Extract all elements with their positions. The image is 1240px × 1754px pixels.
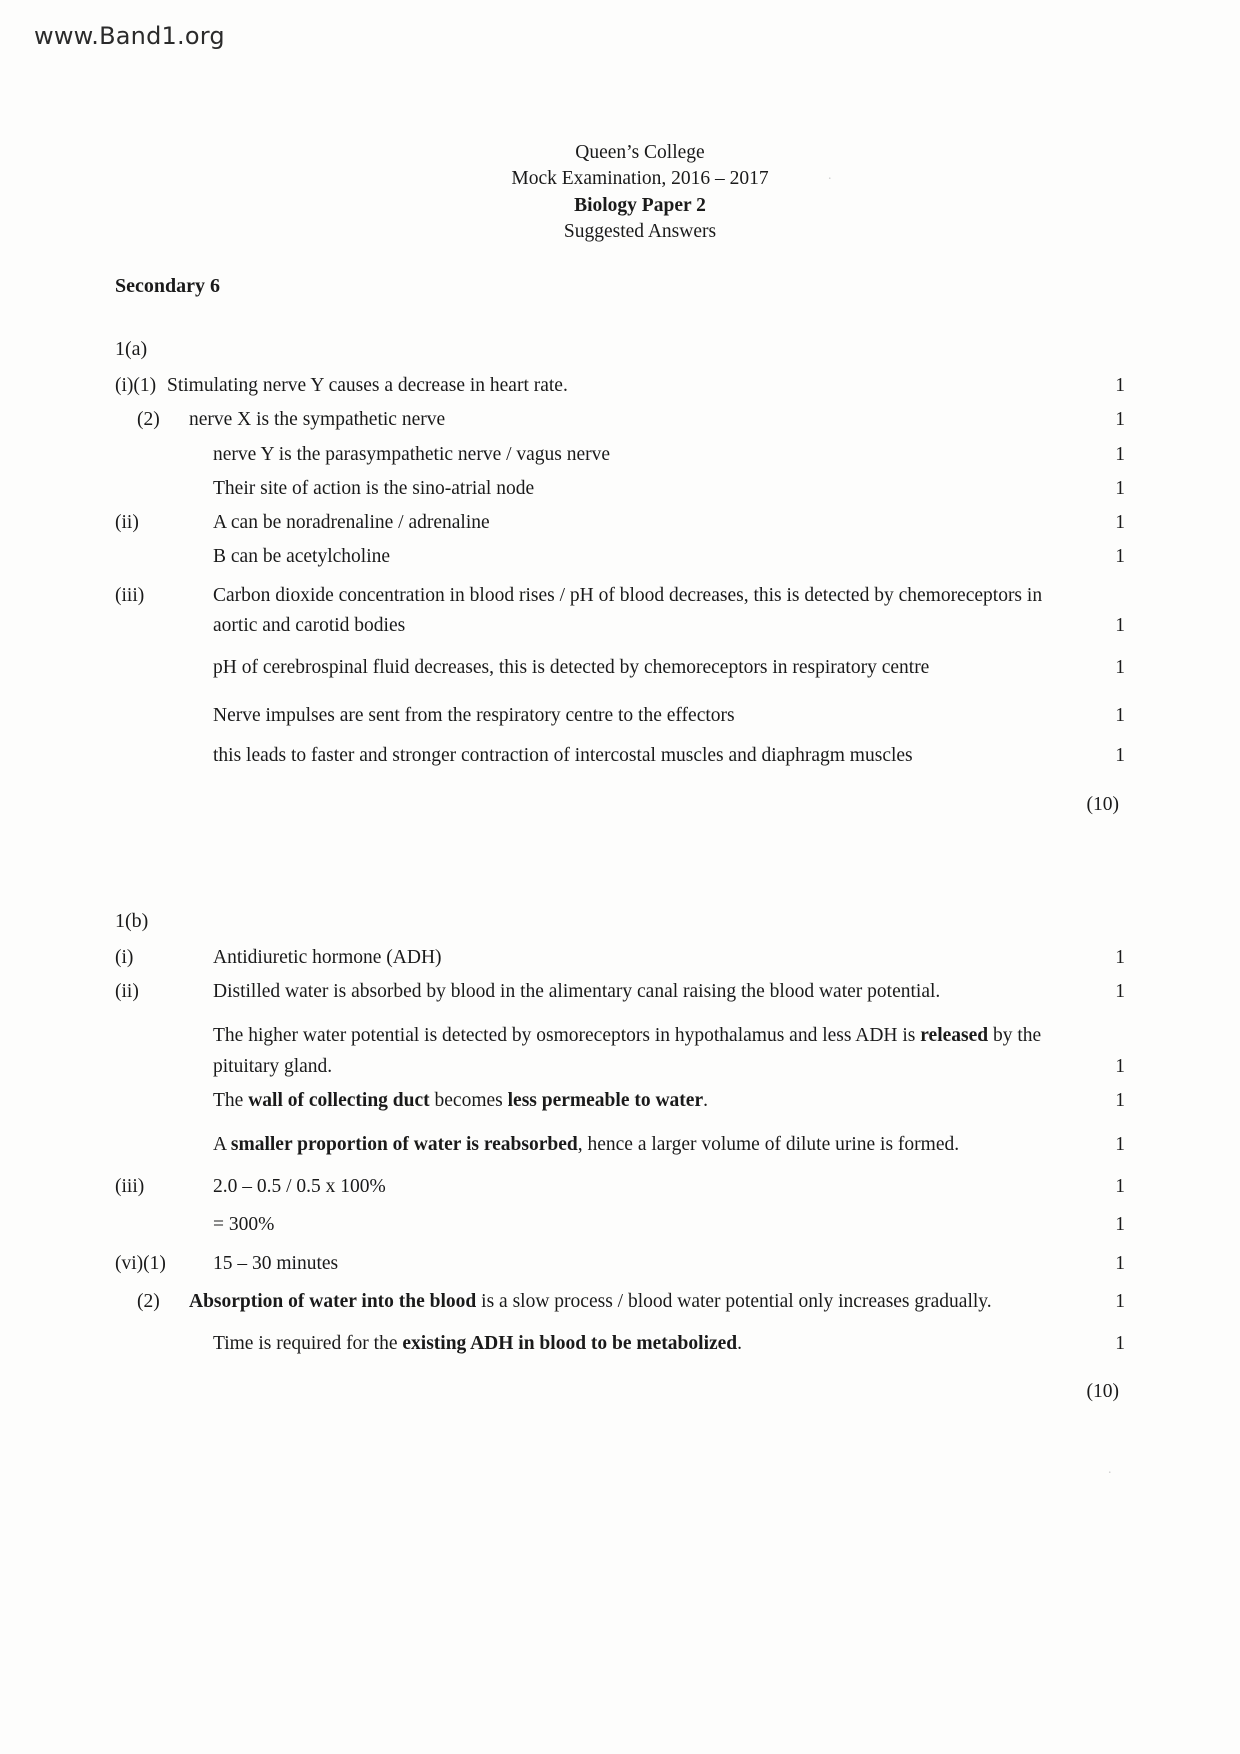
answer-row [115,741,1125,771]
section-1b [115,906,1125,1408]
scan-artifact: . [1108,1462,1112,1477]
answer-mark: 1 [1115,946,1125,968]
answer-text: The wall of collecting duct becomes less permeable to water. [213,1089,708,1111]
answer-mark: 1 [1115,657,1125,678]
answer-mark: 1 [1115,1055,1125,1077]
answer-text: nerve Y is the parasympathetic nerve / vagus nerve [213,443,611,465]
exam-name: Mock Examination, 2016 – 2017 [511,168,769,190]
answer-mark: 1 [1115,443,1125,465]
answer-text: Absorption of water into the blood is a slow process / blood water potential only increases gradually. [189,1290,992,1312]
answer-row [115,1329,1125,1359]
answer-text: Distilled water is absorbed by blood in the alimentary canal raising the blood water potential. [213,981,941,1003]
answer-row [115,1130,1125,1160]
answer-row [115,1210,1125,1240]
scan-artifact: . [828,168,832,183]
answer-text: this leads to faster and stronger contraction of intercostal muscles and diaphragm muscles [213,745,913,767]
answer-row [115,542,1125,572]
answer-mark: 1 [1115,1176,1125,1198]
answer-text: pH of cerebrospinal fluid decreases, this is detected by chemoreceptors in respiratory centre [213,657,930,678]
answer-mark: 1 [1115,375,1125,397]
section-label: 1(b) [115,909,149,932]
answer-row [115,1021,1125,1081]
answer-mark: 1 [1115,705,1125,727]
answer-text: Their site of action is the sino-atrial node [213,477,535,499]
answer-mark: 1 [1115,1333,1125,1355]
answer-mark: 1 [1115,1252,1125,1274]
answer-mark: 1 [1115,1133,1125,1155]
answer-label: (2) [137,1290,160,1312]
exam-header [155,140,1125,245]
section-1a [115,334,1125,820]
answer-row [115,653,1125,683]
answer-row [115,943,1125,973]
answer-row [115,405,1125,435]
answer-text: Antidiuretic hormone (ADH) [213,946,442,968]
answer-row [115,581,1125,641]
answer-label: (2) [137,409,160,431]
answer-mark: 1 [1115,1214,1125,1236]
answer-text: nerve X is the sympathetic nerve [189,409,446,431]
answer-row [115,1172,1125,1202]
answer-text: Carbon dioxide concentration in blood rises / pH of blood decreases, this is detected by chemoreceptors in aortic and carotid bodies [213,584,1043,636]
answer-label: (ii) [115,512,139,534]
answer-mark: 1 [1115,745,1125,767]
answer-row [115,701,1125,731]
answer-text: Time is required for the existing ADH in blood to be metabolized. [213,1333,743,1355]
answer-text: = 300% [213,1214,275,1236]
answer-text: Nerve impulses are sent from the respiratory centre to the effectors [213,705,735,727]
answer-mark: 1 [1115,1290,1125,1312]
answer-mark: 1 [1115,477,1125,499]
answer-mark: 1 [1115,409,1125,431]
answer-label: (i) [115,946,134,968]
section-subtotal: (10) [1086,793,1119,815]
answer-row [115,1287,1125,1317]
answers-subtitle: Suggested Answers [563,220,717,242]
answer-label: (vi)(1) [115,1252,166,1274]
section-spacer [115,820,1125,906]
answer-text: A smaller proportion of water is reabsorbed, hence a larger volume of dilute urine is formed. [213,1133,960,1155]
answer-label: (iii) [115,584,145,606]
answer-text: A can be noradrenaline / adrenaline [213,512,490,534]
answer-row [115,474,1125,504]
paper-name: Biology Paper 2 [574,194,706,216]
answer-text: Stimulating nerve Y causes a decrease in heart rate. [167,375,568,397]
answer-row [115,1249,1125,1279]
answer-label: (ii) [115,981,139,1003]
answer-text: The higher water potential is detected by osmoreceptors in hypothalamus and less ADH is released by the pituitary gland. [213,1025,1042,1077]
answer-mark: 1 [1115,512,1125,534]
answer-mark: 1 [1115,546,1125,568]
answer-text: 2.0 – 0.5 / 0.5 x 100% [213,1176,386,1198]
section-subtotal: (10) [1086,1381,1119,1403]
answer-row [115,371,1125,401]
answer-row [115,977,1125,1007]
answer-label: (i)(1) [115,375,157,397]
document-body [115,140,1125,1408]
answer-mark: 1 [1115,614,1125,636]
answer-label: (iii) [115,1176,145,1198]
school-name: Queen’s College [575,142,705,163]
class-level: Secondary 6 [115,275,220,298]
answer-text: 15 – 30 minutes [213,1252,339,1274]
watermark-text: www.Band1.org [34,22,225,50]
answer-text: B can be acetylcholine [213,546,391,568]
answer-row [115,508,1125,538]
section-label: 1(a) [115,338,148,361]
answer-row [115,1086,1125,1116]
answer-row [115,440,1125,470]
answer-mark: 1 [1115,1089,1125,1111]
answer-mark: 1 [1115,981,1125,1003]
